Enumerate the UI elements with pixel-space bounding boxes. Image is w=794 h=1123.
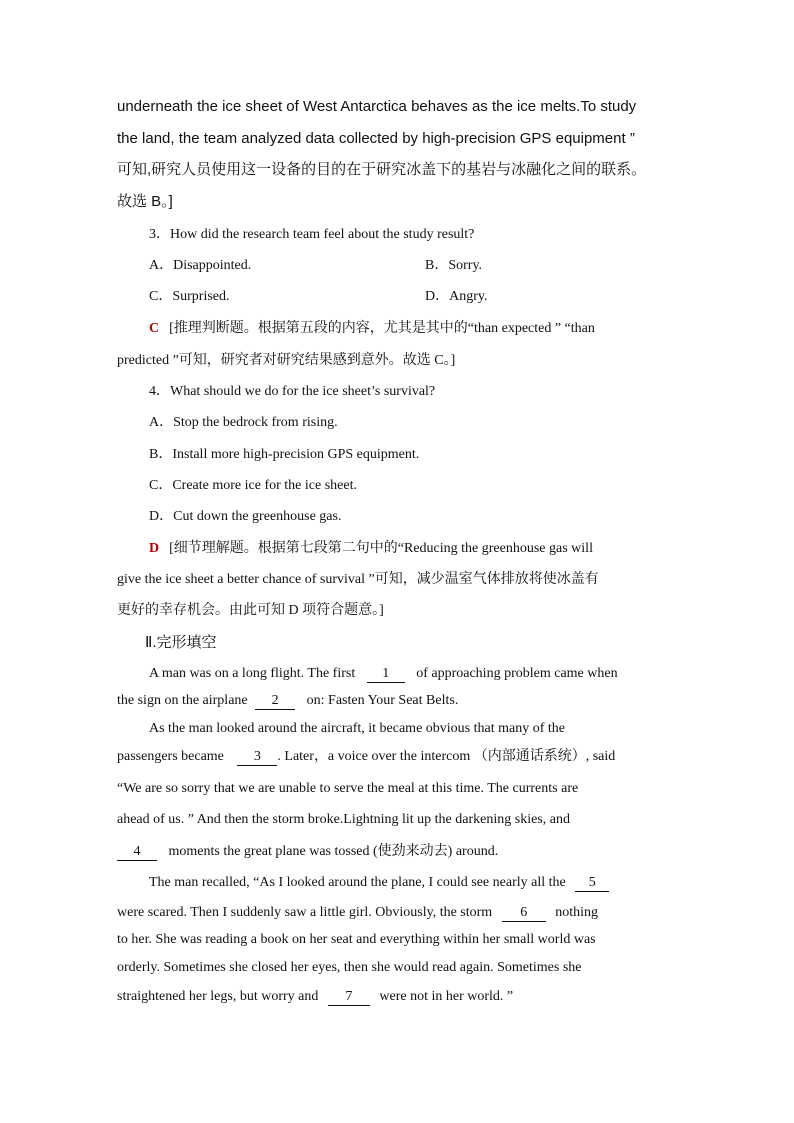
q4-option-c: C．Create more ice for the ice sheet. bbox=[149, 478, 357, 493]
q3-answer: C bbox=[149, 321, 160, 336]
q3-option-c bbox=[149, 288, 488, 306]
blank-6: 6 bbox=[502, 905, 546, 922]
cloze-text: . Later，a voice over the intercom （内部通话系统）, said bbox=[277, 749, 616, 764]
q4-option-d: D．Cut down the greenhouse gas. bbox=[149, 509, 342, 524]
explanation-line: underneath the ice sheet of West Antarctica behaves as the ice melts.To study bbox=[117, 98, 637, 115]
explanation-line: 可知,研究人员使用这一设备的目的在于研究冰盖下的基岩与冰融化之间的联系。 bbox=[117, 161, 647, 178]
q4-option-b: B．Install more high-precision GPS equipment. bbox=[149, 447, 420, 462]
q4-option-a: A．Stop the bedrock from rising. bbox=[149, 415, 338, 430]
q3-option-c-text: C．Surprised. bbox=[149, 289, 230, 304]
cloze-text: straightened her legs, but worry and bbox=[117, 989, 319, 1004]
q3-option-a-text: A．Disappointed. bbox=[149, 258, 252, 273]
q3-explanation: [推理判断题。根据第五段的内容，尤其是其中的“than expected ” “than bbox=[169, 321, 595, 336]
explanation-line: the land, the team analyzed data collected by high-precision GPS equipment ” bbox=[117, 130, 635, 147]
cloze-line bbox=[117, 988, 513, 1006]
q3-explanation-cont: predicted ”可知，研究者对研究结果感到意外。故选 C。] bbox=[117, 353, 456, 368]
cloze-text: nothing bbox=[555, 905, 598, 920]
blank-7: 7 bbox=[328, 989, 370, 1006]
cloze-text: were not in her world. ” bbox=[379, 989, 514, 1004]
q4-answer: D bbox=[149, 541, 160, 556]
cloze-line bbox=[149, 874, 609, 892]
cloze-line bbox=[117, 692, 458, 710]
explanation-line: 故选 B。] bbox=[117, 193, 173, 210]
q3-option-b-text: B．Sorry. bbox=[425, 258, 483, 273]
blank-1: 1 bbox=[367, 666, 405, 683]
cloze-line bbox=[117, 748, 615, 766]
q3-answer-line bbox=[149, 320, 595, 338]
cloze-text: of approaching problem came when bbox=[416, 666, 618, 681]
blank-5: 5 bbox=[575, 875, 609, 892]
cloze-text: The man recalled, “As I looked around the plane, I could see nearly all the bbox=[149, 875, 566, 890]
blank-3: 3 bbox=[237, 749, 277, 766]
cloze-line bbox=[149, 665, 618, 683]
cloze-line: As the man looked around the aircraft, it became obvious that many of the bbox=[149, 721, 565, 736]
section-heading: Ⅱ.完形填空 bbox=[145, 634, 217, 651]
q4-explanation: [细节理解题。根据第七段第二句中的“Reducing the greenhouse gas will bbox=[169, 541, 593, 556]
q4-explanation-cont: 更好的幸存机会。由此可知 D 项符合题意。] bbox=[117, 603, 384, 618]
cloze-text: moments the great plane was tossed (使劲来动去) around. bbox=[168, 844, 499, 859]
cloze-text: on: Fasten Your Seat Belts. bbox=[306, 693, 459, 708]
cloze-line bbox=[117, 904, 598, 922]
cloze-text: were scared. Then I suddenly saw a little girl. Obviously, the storm bbox=[117, 905, 493, 920]
q3-option-a bbox=[149, 257, 483, 275]
cloze-line bbox=[117, 843, 498, 861]
question-4: 4．What should we do for the ice sheet’s survival? bbox=[149, 384, 436, 399]
cloze-text: A man was on a long flight. The first bbox=[149, 666, 356, 681]
cloze-line: ahead of us. ” And then the storm broke.Lightning lit up the darkening skies, and bbox=[117, 812, 570, 827]
cloze-text: passengers became bbox=[117, 749, 224, 764]
cloze-text: the sign on the airplane bbox=[117, 693, 248, 708]
cloze-line: “We are so sorry that we are unable to serve the meal at this time. The currents are bbox=[117, 781, 579, 796]
blank-4: 4 bbox=[117, 844, 157, 861]
question-3: 3．How did the research team feel about the study result? bbox=[149, 227, 475, 242]
blank-2: 2 bbox=[255, 693, 295, 710]
q4-answer-line bbox=[149, 540, 593, 558]
q3-option-d-text: D．Angry. bbox=[425, 289, 488, 304]
cloze-line: orderly. Sometimes she closed her eyes, then she would read again. Sometimes she bbox=[117, 960, 582, 975]
q4-explanation-cont: give the ice sheet a better chance of survival ”可知，减少温室气体排放将使冰盖有 bbox=[117, 572, 599, 587]
cloze-line: to her. She was reading a book on her seat and everything within her small world was bbox=[117, 932, 596, 947]
